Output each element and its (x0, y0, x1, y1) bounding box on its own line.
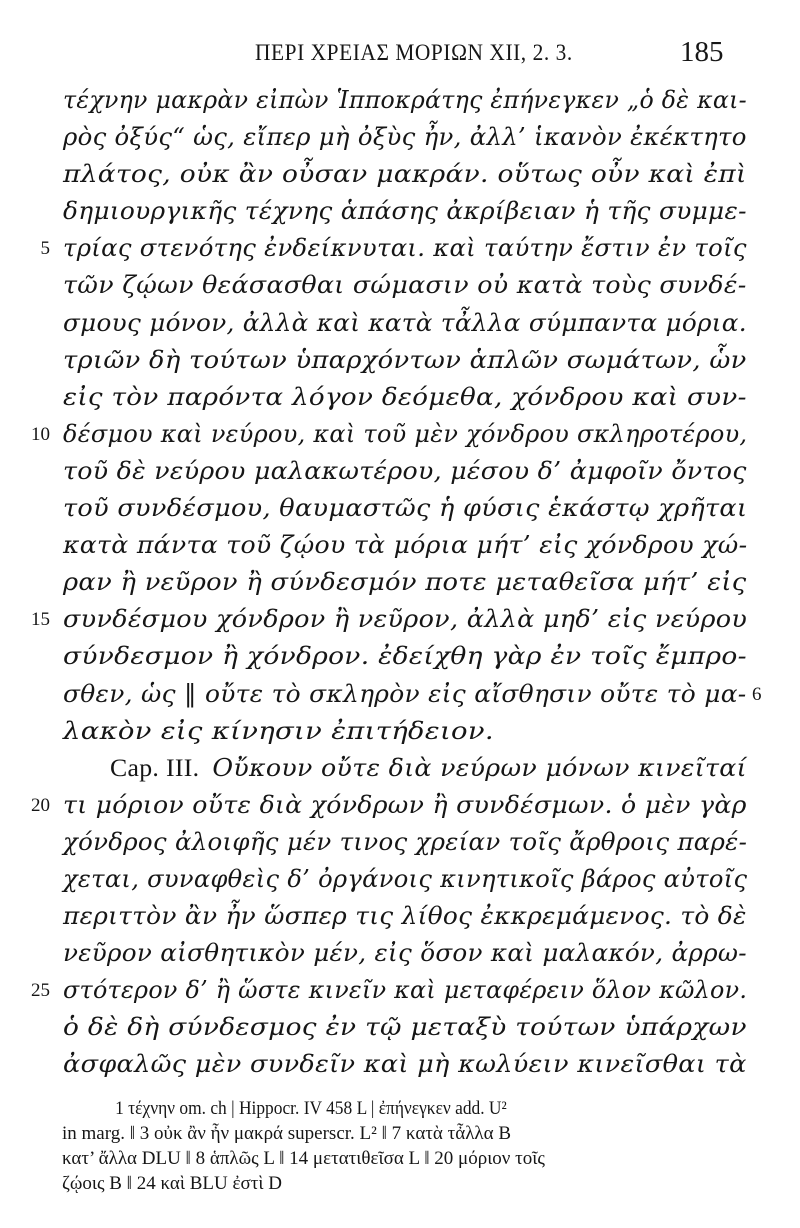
text-line (58, 266, 748, 303)
line-text: σύνδεσμον ἢ χόνδρον. ἐδείχθη γὰρ ἐν τοῖς ἔμπρο- (63, 641, 747, 671)
line-number: 20 (31, 794, 50, 816)
running-title: ΠΕΡΙ ΧΡΕΙΑΣ ΜΟΡΙΩΝ XII, 2. 3. (255, 40, 573, 65)
chapter-label: Cap. III. (110, 754, 200, 782)
line-number: 25 (31, 980, 50, 1002)
line-text: ρὸς ὀξύς“ ὡς, εἴπερ μὴ ὀξὺς ἦν, ἀλλ’ ἱκανὸν ἐκέκτητο (63, 122, 747, 152)
text-line (58, 192, 748, 229)
line-text: τοῦ δὲ νεύρου μαλακωτέρου, μέσου δ’ ἀμφοῖν ὄντος (63, 455, 747, 485)
text-line (31, 600, 748, 637)
text-line (58, 675, 762, 712)
line-text: δέσμου καὶ νεύρου, καὶ τοῦ μὲν χόνδρου σκληροτέρου, (63, 418, 748, 448)
apparatus-line: κατ’ ἄλλα DLU ‖ 8 ἁπλῶς L ‖ 14 μετατιθεῖσα L ‖ 20 μόριον τοῖς (62, 1148, 545, 1169)
text-line (58, 341, 748, 378)
line-text: τρίας στενότης ἐνδείκνυται. καὶ ταύτην ἔστιν ἐν τοῖς (63, 233, 747, 263)
critical-apparatus (62, 1096, 752, 1196)
text-line (58, 749, 748, 786)
text-line (40, 229, 748, 266)
apparatus-line: in marg. ‖ 3 οὐκ ἂν ἦν μακρά superscr. L² ‖ 7 κατὰ τἆλλα B (62, 1123, 512, 1144)
text-line (58, 304, 748, 341)
text-line (58, 637, 748, 674)
text-line (58, 1045, 748, 1082)
text-line (58, 378, 748, 415)
line-text: χόνδρος ἀλοιφῆς μέν τινος χρείαν τοῖς ἄρθροις παρέ- (63, 826, 748, 856)
line-text: δημιουργικῆς τέχνης ἁπάσης ἀκρίβειαν ἡ τῆς συμμε- (63, 196, 747, 226)
text-line (31, 415, 748, 452)
page-number: 185 (680, 36, 724, 68)
line-text: πλάτος, οὐκ ἂν οὖσαν μακράν. οὕτως οὖν καὶ ἐπὶ (63, 159, 747, 189)
line-text: τῶν ζῴων θεάσασθαι σώμασιν οὐ κατὰ τοὺς συνδέ- (63, 270, 747, 300)
line-text: στότερον δ’ ἢ ὥστε κινεῖν καὶ μεταφέρειν ὅλον κῶλον. (63, 975, 748, 1005)
margin-page-ref: 6 (752, 683, 762, 705)
line-text: τέχνην μακρὰν εἰπὼν Ἱπποκράτης ἐπήνεγκεν „ὁ δὲ και- (63, 85, 747, 114)
line-text: τι μόριον οὔτε διὰ χόνδρων ἢ συνδέσμων. ὁ μὲν γὰρ (63, 789, 747, 819)
line-text: σθεν, ὡς ‖ οὔτε τὸ σκληρὸν εἰς αἴσθησιν οὔτε τὸ μα- (63, 678, 747, 708)
text-line (58, 934, 748, 971)
text-line (58, 526, 748, 563)
line-text: λακὸν εἰς κίνησιν ἐπιτήδειον. (63, 715, 495, 745)
text-line (58, 489, 748, 526)
text-line (58, 712, 748, 749)
line-text: περιττὸν ἂν ἦν ὥσπερ τις λίθος ἐκκρεμάμενος. τὸ δὲ (63, 901, 747, 931)
line-text: σμους μόνον, ἀλλὰ καὶ κατὰ τἆλλα σύμπαντα μόρια. (63, 307, 747, 337)
line-number: 5 (40, 238, 50, 260)
line-text-content: Οὔκουν οὔτε διὰ νεύρων μόνων κινεῖταί (212, 752, 747, 782)
text-line (58, 823, 748, 860)
line-text: νεῦρον αἰσθητικὸν μέν, εἰς ὅσον καὶ μαλακόν, ἀρρω- (63, 938, 747, 968)
running-head (0, 36, 800, 76)
line-text: συνδέσμου χόνδρον ἢ νεῦρον, ἀλλὰ μηδ’ εἰς νεύρου (63, 604, 748, 634)
line-text: κατὰ πάντα τοῦ ζῴου τὰ μόρια μήτ’ εἰς χόνδρου χώ- (63, 530, 748, 560)
text-line (58, 81, 748, 118)
text-line (58, 860, 748, 897)
text-line (58, 452, 748, 489)
line-text (110, 749, 747, 787)
text-line (58, 563, 748, 600)
line-text: ὁ δὲ δὴ σύνδεσμος ἐν τῷ μεταξὺ τούτων ὑπάρχων (63, 1012, 747, 1042)
text-line (58, 118, 748, 155)
text-line (58, 155, 748, 192)
line-text: τοῦ συνδέσμου, θαυμαστῶς ἡ φύσις ἑκάστῳ χρῆται (63, 493, 748, 523)
text-line (31, 786, 748, 823)
line-text: εἰς τὸν παρόντα λόγον δεόμεθα, χόνδρου καὶ συν- (63, 381, 747, 411)
text-line (58, 1008, 748, 1045)
line-text: χεται, συναφθεὶς δ’ ὀργάνοις κινητικοῖς βάρος αὐτοῖς (63, 863, 748, 893)
line-number: 15 (31, 609, 50, 631)
line-number: 10 (31, 423, 50, 445)
main-text (31, 81, 762, 1083)
text-line (58, 897, 748, 934)
apparatus-line: ζῴοις B ‖ 24 καὶ BLU ἐστὶ D (62, 1173, 282, 1194)
line-text: ἀσφαλῶς μὲν συνδεῖν καὶ μὴ κωλύειν κινεῖσθαι τὰ (63, 1049, 747, 1079)
line-text: ραν ἢ νεῦρον ἢ σύνδεσμόν ποτε μεταθεῖσα μήτ’ εἰς (63, 567, 747, 597)
text-line (31, 971, 748, 1008)
line-text: τριῶν δὴ τούτων ὑπαρχόντων ἁπλῶν σωμάτων, ὧν (63, 344, 747, 374)
apparatus-line: 1 τέχνην om. ch | Hippocr. IV 458 L | ἐπήνεγκεν add. U² (115, 1098, 507, 1119)
